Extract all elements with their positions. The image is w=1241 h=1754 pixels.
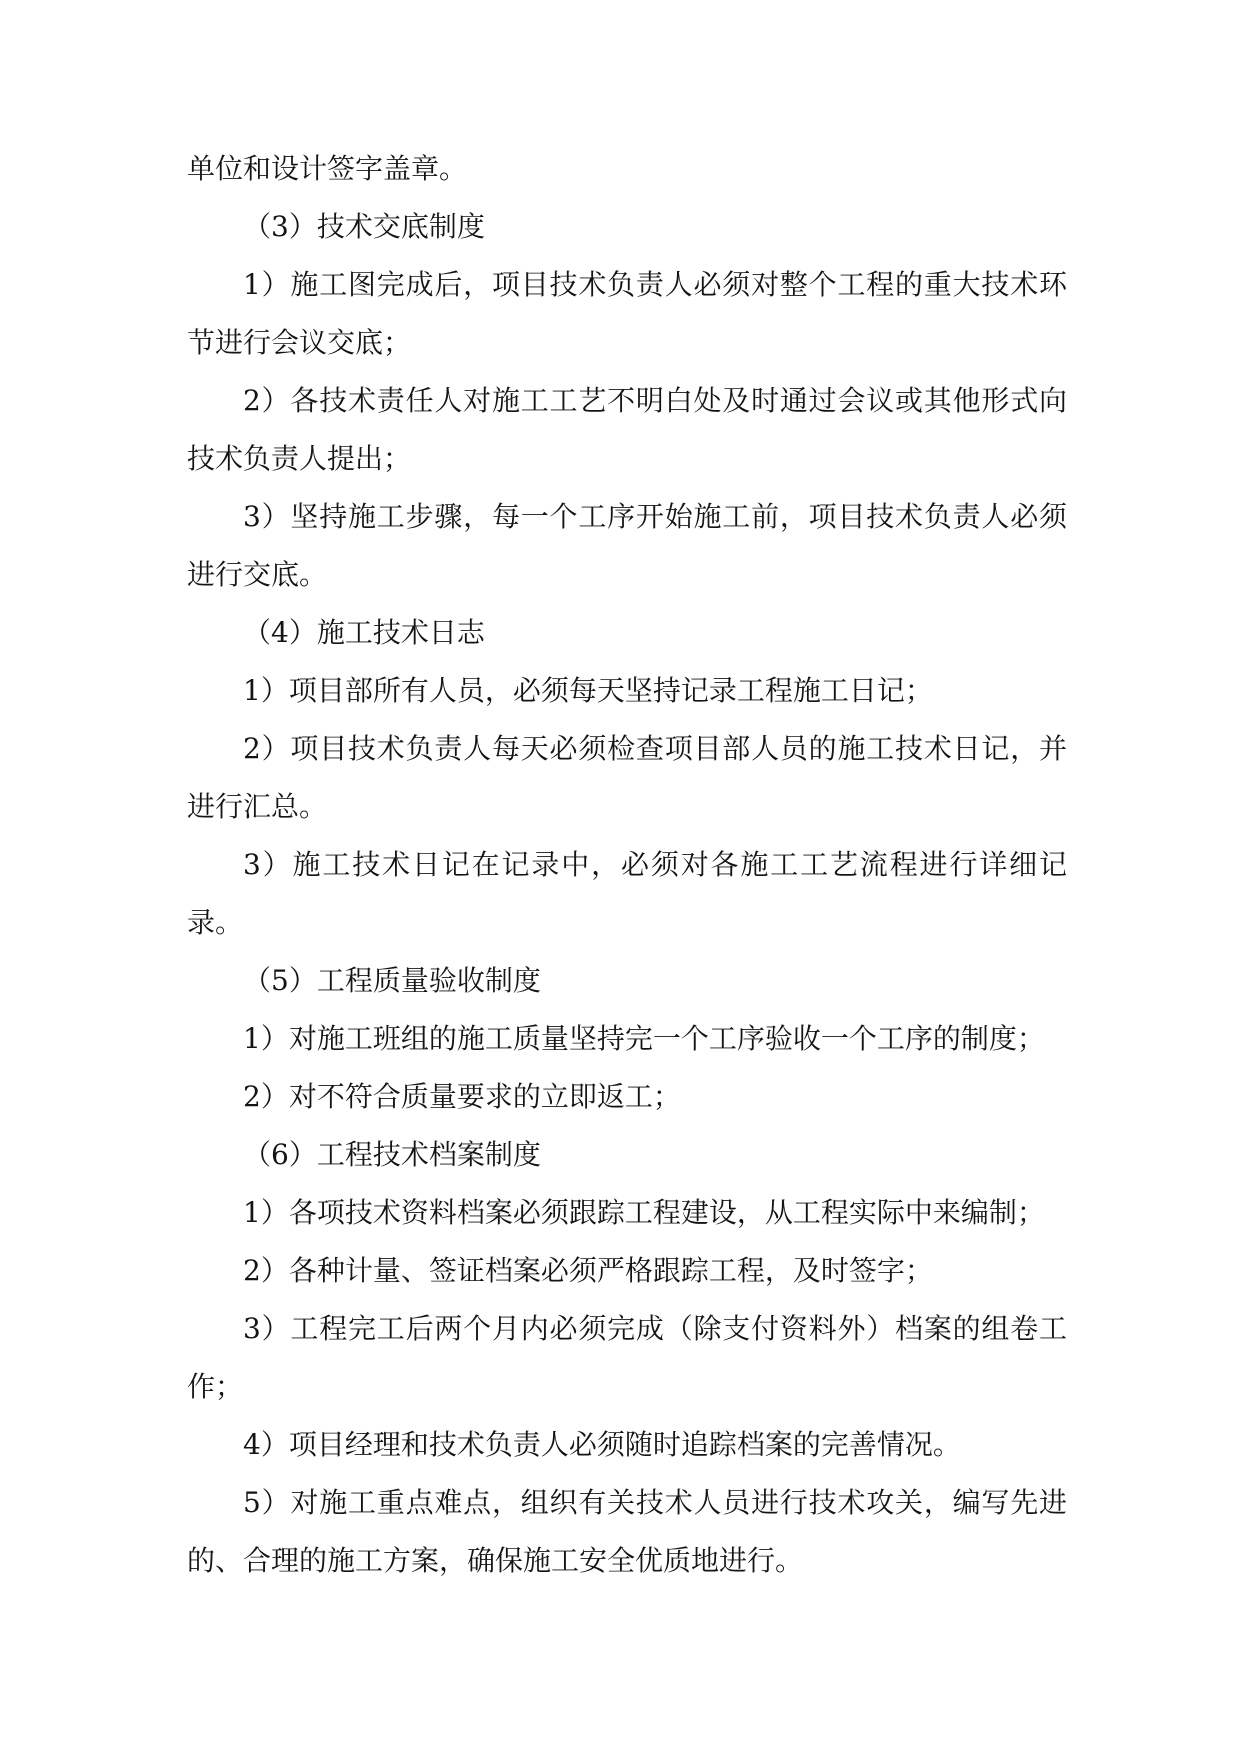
paragraph: 1）项目部所有人员，必须每天坚持记录工程施工日记； — [243, 674, 933, 707]
paragraph: 3）工程完工后两个月内必须完成（除支付资料外）档案的组卷工作； — [187, 1312, 1067, 1403]
section-heading-quality-acceptance: （5）工程质量验收制度 — [243, 964, 541, 997]
paragraph-continuation: 单位和设计签字盖章。 — [187, 152, 468, 185]
paragraph: 2）各种计量、签证档案必须严格跟踪工程，及时签字； — [243, 1254, 933, 1287]
paragraph: 2）各技术责任人对施工工艺不明白处及时通过会议或其他形式向技术负责人提出； — [187, 384, 1067, 475]
section-heading-construction-log: （4）施工技术日志 — [243, 616, 485, 649]
paragraph: 2）项目技术负责人每天必须检查项目部人员的施工技术日记，并进行汇总。 — [187, 732, 1067, 823]
paragraph: 4）项目经理和技术负责人必须随时追踪档案的完善情况。 — [243, 1428, 961, 1461]
paragraph: 1）施工图完成后，项目技术负责人必须对整个工程的重大技术环节进行会议交底； — [187, 268, 1067, 359]
paragraph: 1）对施工班组的施工质量坚持完一个工序验收一个工序的制度； — [243, 1022, 1045, 1055]
paragraph: 5）对施工重点难点，组织有关技术人员进行技术攻关，编写先进的、合理的施工方案，确保施工安全优质地进行。 — [187, 1486, 1067, 1577]
section-heading-technical-briefing: （3）技术交底制度 — [243, 210, 485, 243]
paragraph: 3）施工技术日记在记录中，必须对各施工工艺流程进行详细记录。 — [187, 848, 1067, 939]
paragraph: 2）对不符合质量要求的立即返工； — [243, 1080, 681, 1113]
paragraph: 3）坚持施工步骤，每一个工序开始施工前，项目技术负责人必须进行交底。 — [187, 500, 1067, 591]
document-body — [187, 140, 1067, 1590]
paragraph: 1）各项技术资料档案必须跟踪工程建设，从工程实际中来编制； — [243, 1196, 1045, 1229]
section-heading-technical-archives: （6）工程技术档案制度 — [243, 1138, 541, 1171]
